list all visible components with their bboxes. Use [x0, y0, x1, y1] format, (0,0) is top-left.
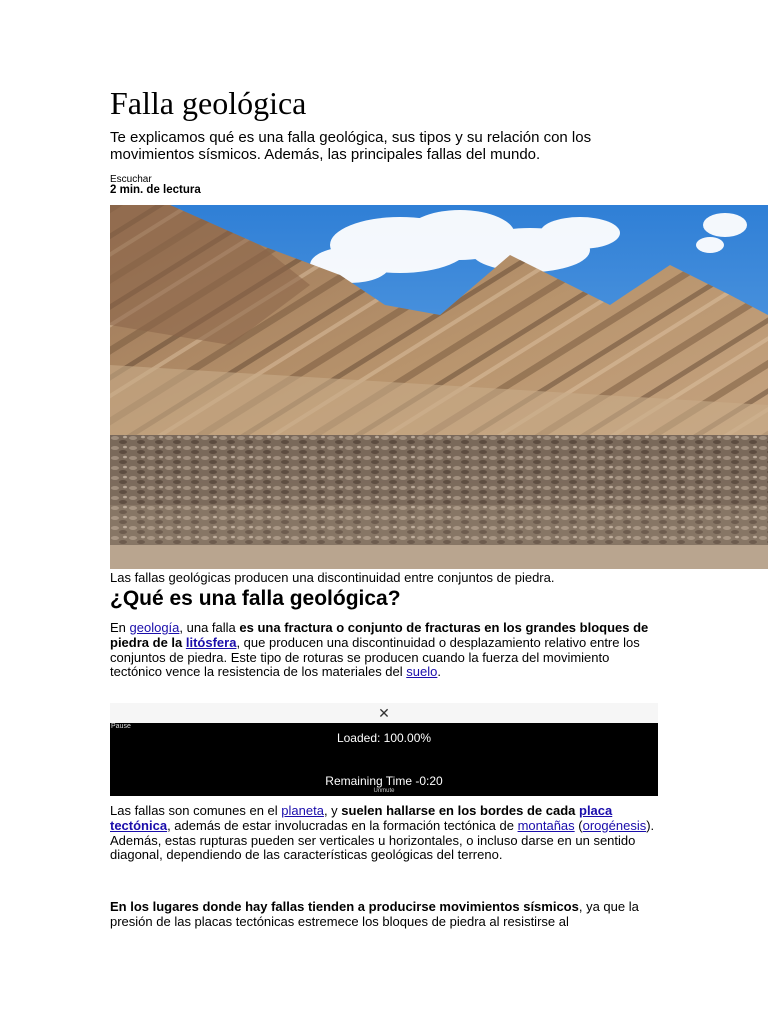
link-placa-tectonica[interactable]: placa tectónica [110, 803, 613, 833]
article-title: Falla geológica [110, 85, 307, 121]
text: , una falla [179, 620, 240, 635]
text: ( [574, 817, 583, 833]
text: , y [323, 803, 342, 818]
unmute-button[interactable]: Unmute [373, 788, 395, 794]
text: Las fallas son comunes en el [110, 803, 282, 818]
bold-text: suelen hallarse en los bordes de cada [341, 803, 579, 818]
article-subtitle: Te explicamos qué es una falla geológica, sus tipos y su relación con los movimientos sísmicos. Además, las principales fallas del mundo. [110, 129, 592, 163]
remaining-time: Remaining Time -0:20 [325, 774, 443, 788]
video-player[interactable] [110, 723, 658, 796]
text: ). Además, estas rupturas pueden ser verticales u horizontales, o incluso darse en un sentido diagonal, dependiendo de las características geológicas del terreno. [110, 817, 655, 863]
mountain-fault-photo [110, 205, 768, 569]
paragraph-definition [110, 621, 658, 680]
pause-button[interactable]: Pause [111, 723, 131, 730]
close-icon[interactable]: ✕ [378, 705, 390, 721]
link-planeta[interactable]: planeta [281, 803, 324, 818]
bold-text: En los lugares donde hay fallas tienden a producirse movimientos sísmicos [110, 899, 579, 914]
text: , además de estar involucradas en la formación tectónica de [167, 817, 518, 833]
link-litosfera[interactable]: litósfera [185, 634, 237, 650]
text: , ya que la presión de las placas tectónicas estremece los bloques de piedra al resistirse al [110, 899, 639, 929]
section-heading: ¿Qué es una falla geológica? [110, 587, 401, 610]
loaded-status: Loaded: 100.00% [336, 731, 432, 745]
link-orogenesis[interactable]: orogénesis [582, 817, 647, 833]
image-caption: Las fallas geológicas producen una discontinuidad entre conjuntos de piedra. [110, 570, 555, 585]
paragraph-location [110, 804, 658, 863]
paragraph-seismic [110, 900, 658, 930]
link-geologia[interactable]: geología [129, 620, 180, 635]
link-montanas[interactable]: montañas [517, 817, 575, 833]
read-time: 2 min. de lectura [110, 184, 201, 196]
link-suelo[interactable]: suelo [406, 664, 438, 680]
mountain-fault-illustration [110, 205, 768, 569]
text: En [110, 620, 130, 635]
bold-text: es una fractura o conjunto de fracturas en los grandes bloques de piedra de la [110, 620, 649, 650]
text: . [437, 664, 441, 680]
listen-button[interactable]: Escuchar [110, 174, 152, 185]
text: , que producen una discontinuidad o desplazamiento relativo entre los conjuntos de piedra. Este tipo de roturas se producen cuando la fuerza del movimiento tectónico vence la resistencia de los materiales del [110, 634, 640, 680]
